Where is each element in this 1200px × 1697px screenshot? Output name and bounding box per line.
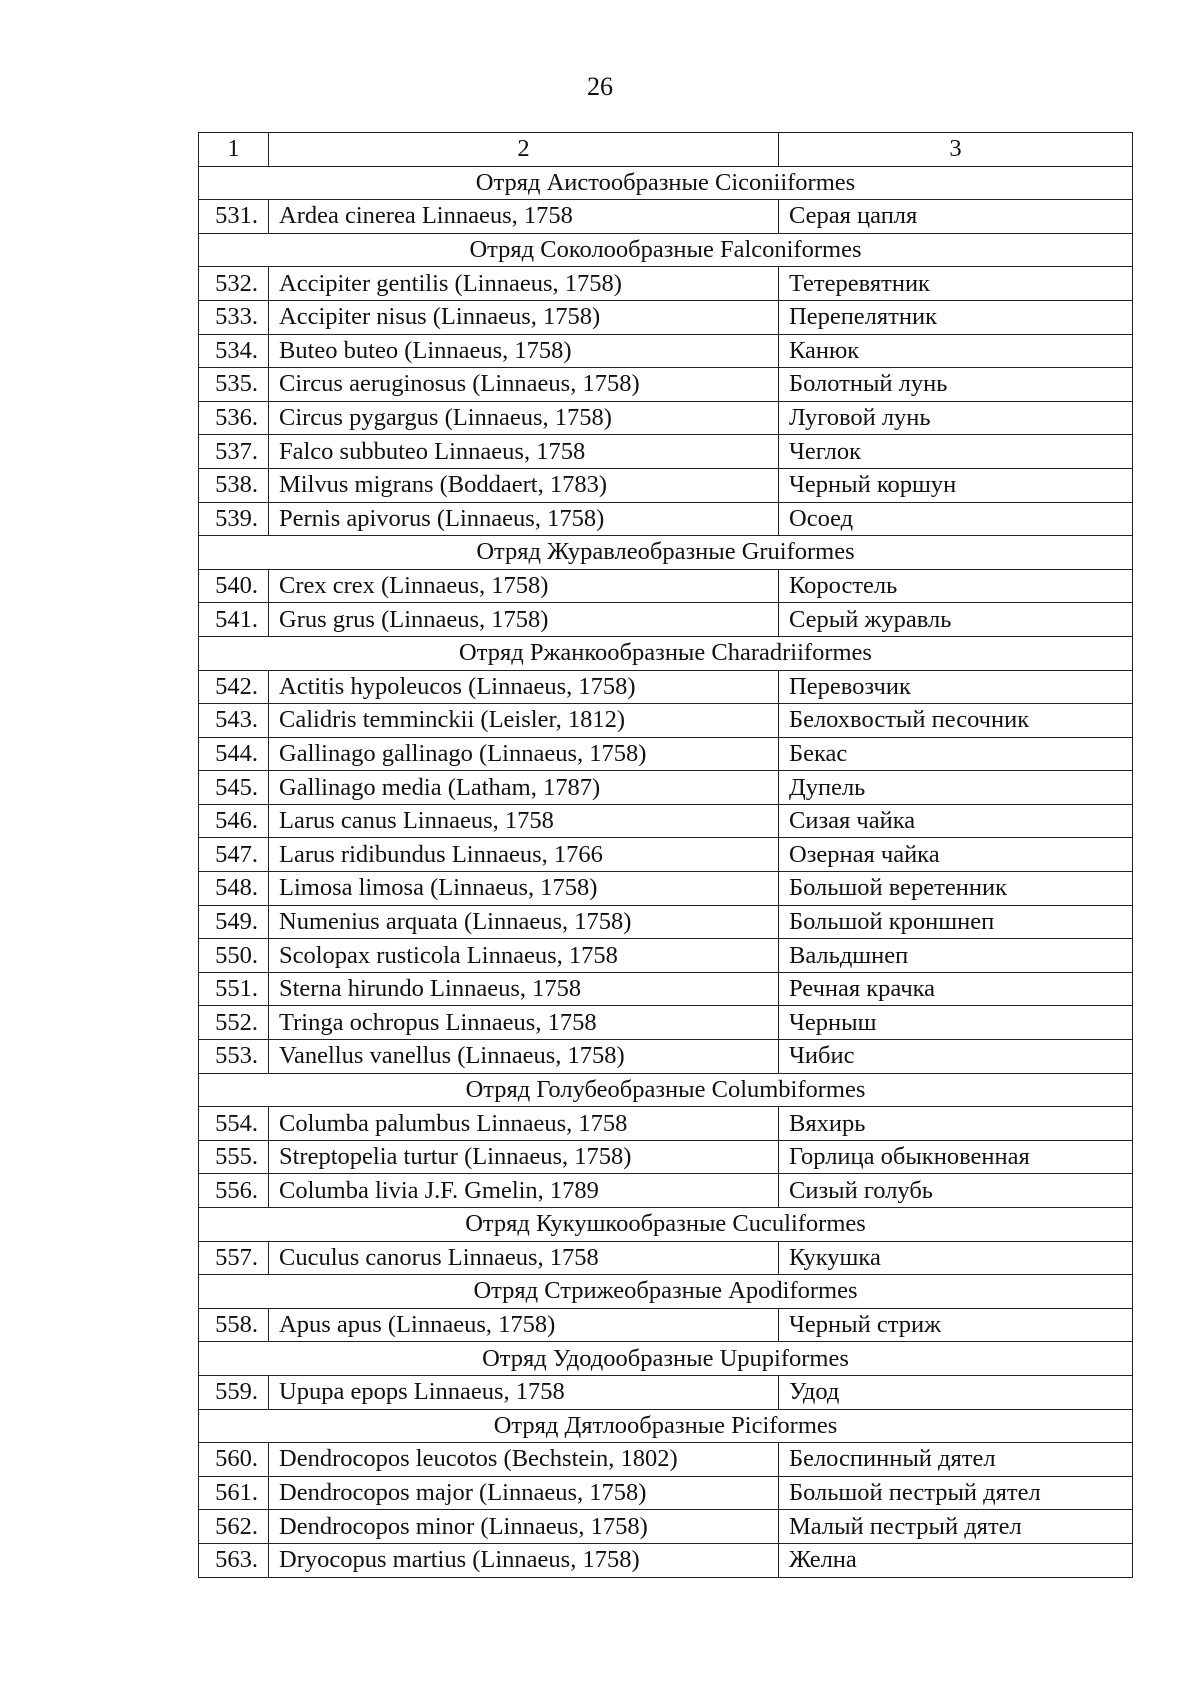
latin-name: Dendrocopos major (Linnaeus, 1758): [269, 1476, 779, 1510]
table-row: [199, 704, 1133, 738]
latin-name: Dendrocopos leucotos (Bechstein, 1802): [269, 1443, 779, 1477]
latin-name: Scolopax rusticola Linnaeus, 1758: [269, 939, 779, 973]
order-heading: Отряд Кукушкообразные Cuculiformes: [199, 1208, 1133, 1242]
order-heading-row: [199, 636, 1133, 670]
column-header-2: 2: [269, 133, 779, 167]
latin-name: Dryocopus martius (Linnaeus, 1758): [269, 1543, 779, 1577]
order-heading: Отряд Соколообразные Falconiformes: [199, 233, 1133, 267]
table-row: [199, 972, 1133, 1006]
row-number: 550.: [199, 939, 269, 973]
table-row: [199, 670, 1133, 704]
table-row: [199, 300, 1133, 334]
latin-name: Ardea cinerea Linnaeus, 1758: [269, 200, 779, 234]
table-row: [199, 1375, 1133, 1409]
russian-name: Бекас: [779, 737, 1133, 771]
table-row: [199, 401, 1133, 435]
order-heading: Отряд Ржанкообразные Charadriiformes: [199, 636, 1133, 670]
order-heading-row: [199, 1409, 1133, 1443]
row-number: 539.: [199, 502, 269, 536]
row-number: 540.: [199, 569, 269, 603]
russian-name: Горлица обыкновенная: [779, 1140, 1133, 1174]
latin-name: Circus aeruginosus (Linnaeus, 1758): [269, 368, 779, 402]
latin-name: Gallinago gallinago (Linnaeus, 1758): [269, 737, 779, 771]
latin-name: Pernis apivorus (Linnaeus, 1758): [269, 502, 779, 536]
table-row: [199, 1241, 1133, 1275]
russian-name: Чеглок: [779, 435, 1133, 469]
table-row: [199, 737, 1133, 771]
russian-name: Большой веретенник: [779, 872, 1133, 906]
row-number: 562.: [199, 1510, 269, 1544]
latin-name: Circus pygargus (Linnaeus, 1758): [269, 401, 779, 435]
latin-name: Crex crex (Linnaeus, 1758): [269, 569, 779, 603]
russian-name: Луговой лунь: [779, 401, 1133, 435]
russian-name: Черныш: [779, 1006, 1133, 1040]
russian-name: Вальдшнеп: [779, 939, 1133, 973]
latin-name: Accipiter nisus (Linnaeus, 1758): [269, 300, 779, 334]
row-number: 547.: [199, 838, 269, 872]
order-heading-row: [199, 1275, 1133, 1309]
table-row: [199, 1308, 1133, 1342]
table-row: [199, 872, 1133, 906]
latin-name: Limosa limosa (Linnaeus, 1758): [269, 872, 779, 906]
row-number: 563.: [199, 1543, 269, 1577]
row-number: 555.: [199, 1140, 269, 1174]
column-header-3: 3: [779, 133, 1133, 167]
russian-name: Сизый голубь: [779, 1174, 1133, 1208]
row-number: 548.: [199, 872, 269, 906]
russian-name: Осоед: [779, 502, 1133, 536]
table-row: [199, 1443, 1133, 1477]
row-number: 553.: [199, 1040, 269, 1074]
row-number: 554.: [199, 1107, 269, 1141]
table-body: [199, 133, 1133, 1578]
latin-name: Numenius arquata (Linnaeus, 1758): [269, 905, 779, 939]
russian-name: Вяхирь: [779, 1107, 1133, 1141]
row-number: 561.: [199, 1476, 269, 1510]
order-heading: Отряд Голубеобразные Columbiformes: [199, 1073, 1133, 1107]
column-header-1: 1: [199, 133, 269, 167]
species-table: [198, 132, 1133, 1578]
column-header-row: [199, 133, 1133, 167]
row-number: 531.: [199, 200, 269, 234]
latin-name: Dendrocopos minor (Linnaeus, 1758): [269, 1510, 779, 1544]
row-number: 546.: [199, 804, 269, 838]
latin-name: Milvus migrans (Boddaert, 1783): [269, 468, 779, 502]
table-row: [199, 1107, 1133, 1141]
table-row: [199, 905, 1133, 939]
latin-name: Streptopelia turtur (Linnaeus, 1758): [269, 1140, 779, 1174]
table-row: [199, 435, 1133, 469]
table-row: [199, 838, 1133, 872]
order-heading: Отряд Журавлеобразные Gruiformes: [199, 536, 1133, 570]
russian-name: Канюк: [779, 334, 1133, 368]
table-row: [199, 502, 1133, 536]
row-number: 557.: [199, 1241, 269, 1275]
table-row: [199, 1140, 1133, 1174]
russian-name: Кукушка: [779, 1241, 1133, 1275]
latin-name: Cuculus canorus Linnaeus, 1758: [269, 1241, 779, 1275]
russian-name: Тетеревятник: [779, 267, 1133, 301]
latin-name: Columba palumbus Linnaeus, 1758: [269, 1107, 779, 1141]
row-number: 544.: [199, 737, 269, 771]
table-row: [199, 939, 1133, 973]
row-number: 538.: [199, 468, 269, 502]
latin-name: Larus ridibundus Linnaeus, 1766: [269, 838, 779, 872]
order-heading-row: [199, 166, 1133, 200]
row-number: 558.: [199, 1308, 269, 1342]
order-heading-row: [199, 1342, 1133, 1376]
order-heading-row: [199, 1208, 1133, 1242]
row-number: 559.: [199, 1375, 269, 1409]
latin-name: Larus canus Linnaeus, 1758: [269, 804, 779, 838]
latin-name: Grus grus (Linnaeus, 1758): [269, 603, 779, 637]
table-row: [199, 1006, 1133, 1040]
russian-name: Перепелятник: [779, 300, 1133, 334]
russian-name: Белохвостый песочник: [779, 704, 1133, 738]
table-row: [199, 200, 1133, 234]
row-number: 543.: [199, 704, 269, 738]
table-row: [199, 334, 1133, 368]
table-row: [199, 1174, 1133, 1208]
latin-name: Apus apus (Linnaeus, 1758): [269, 1308, 779, 1342]
order-heading: Отряд Удодообразные Upupiformes: [199, 1342, 1133, 1376]
russian-name: Серая цапля: [779, 200, 1133, 234]
row-number: 532.: [199, 267, 269, 301]
row-number: 549.: [199, 905, 269, 939]
table-row: [199, 1476, 1133, 1510]
latin-name: Upupa epops Linnaeus, 1758: [269, 1375, 779, 1409]
order-heading-row: [199, 233, 1133, 267]
latin-name: Vanellus vanellus (Linnaeus, 1758): [269, 1040, 779, 1074]
page-number: 26: [587, 72, 613, 101]
table-row: [199, 468, 1133, 502]
russian-name: Желна: [779, 1543, 1133, 1577]
russian-name: Речная крачка: [779, 972, 1133, 1006]
russian-name: Дупель: [779, 771, 1133, 805]
latin-name: Gallinago media (Latham, 1787): [269, 771, 779, 805]
latin-name: Accipiter gentilis (Linnaeus, 1758): [269, 267, 779, 301]
order-heading: Отряд Дятлообразные Piciformes: [199, 1409, 1133, 1443]
row-number: 537.: [199, 435, 269, 469]
russian-name: Озерная чайка: [779, 838, 1133, 872]
russian-name: Болотный лунь: [779, 368, 1133, 402]
row-number: 541.: [199, 603, 269, 637]
russian-name: Большой пестрый дятел: [779, 1476, 1133, 1510]
russian-name: Перевозчик: [779, 670, 1133, 704]
order-heading: Отряд Аистообразные Ciconiiformes: [199, 166, 1133, 200]
russian-name: Малый пестрый дятел: [779, 1510, 1133, 1544]
order-heading: Отряд Стрижеобразные Apodiformes: [199, 1275, 1133, 1309]
russian-name: Белоспинный дятел: [779, 1443, 1133, 1477]
latin-name: Actitis hypoleucos (Linnaeus, 1758): [269, 670, 779, 704]
row-number: 542.: [199, 670, 269, 704]
russian-name: Сизая чайка: [779, 804, 1133, 838]
table-row: [199, 1543, 1133, 1577]
row-number: 552.: [199, 1006, 269, 1040]
latin-name: Sterna hirundo Linnaeus, 1758: [269, 972, 779, 1006]
order-heading-row: [199, 1073, 1133, 1107]
table-row: [199, 569, 1133, 603]
latin-name: Buteo buteo (Linnaeus, 1758): [269, 334, 779, 368]
latin-name: Columba livia J.F. Gmelin, 1789: [269, 1174, 779, 1208]
table-row: [199, 267, 1133, 301]
russian-name: Чибис: [779, 1040, 1133, 1074]
latin-name: Tringa ochropus Linnaeus, 1758: [269, 1006, 779, 1040]
russian-name: Большой кроншнеп: [779, 905, 1133, 939]
row-number: 533.: [199, 300, 269, 334]
row-number: 536.: [199, 401, 269, 435]
latin-name: Calidris temminckii (Leisler, 1812): [269, 704, 779, 738]
row-number: 551.: [199, 972, 269, 1006]
russian-name: Черный коршун: [779, 468, 1133, 502]
table-row: [199, 368, 1133, 402]
table-row: [199, 603, 1133, 637]
table-row: [199, 771, 1133, 805]
table-row: [199, 1510, 1133, 1544]
row-number: 535.: [199, 368, 269, 402]
latin-name: Falco subbuteo Linnaeus, 1758: [269, 435, 779, 469]
row-number: 545.: [199, 771, 269, 805]
table-row: [199, 804, 1133, 838]
row-number: 556.: [199, 1174, 269, 1208]
order-heading-row: [199, 536, 1133, 570]
row-number: 534.: [199, 334, 269, 368]
russian-name: Коростель: [779, 569, 1133, 603]
russian-name: Серый журавль: [779, 603, 1133, 637]
russian-name: Черный стриж: [779, 1308, 1133, 1342]
row-number: 560.: [199, 1443, 269, 1477]
russian-name: Удод: [779, 1375, 1133, 1409]
table-row: [199, 1040, 1133, 1074]
